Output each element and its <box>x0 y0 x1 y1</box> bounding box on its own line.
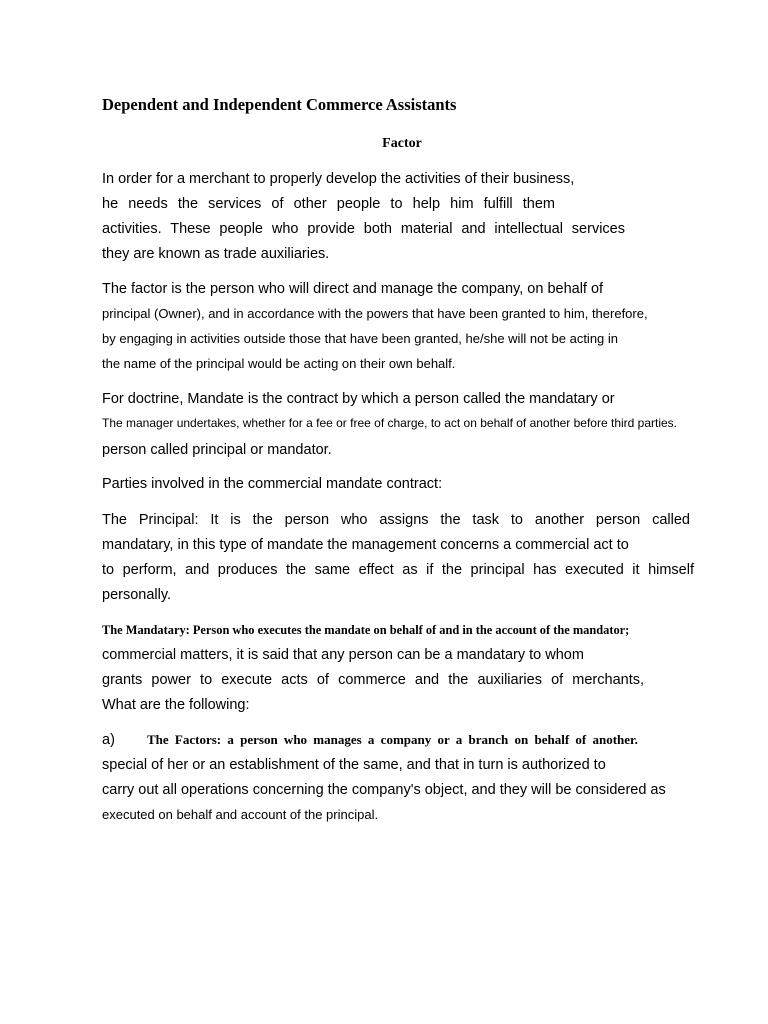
doctrine-paragraph-line: person called principal or mandator. <box>102 442 332 458</box>
principal-paragraph-line: personally. <box>102 587 172 603</box>
mandatary-paragraph-line: What are the following: <box>102 697 250 713</box>
factor-paragraph-line: the name of the principal would be acting on their own behalf. <box>102 356 456 371</box>
principal-paragraph-line: The Principal: It is the person who assigns the task to another person called <box>102 512 690 528</box>
list-marker: a) <box>102 732 115 748</box>
list-item-heading: The Factors: a person who manages a company or a branch on behalf of another. <box>147 732 638 747</box>
mandatary-heading: The Mandatary: Person who executes the mandate on behalf of and in the account of the mandator; <box>102 623 630 637</box>
document-subtitle: Factor <box>382 136 422 151</box>
intro-line: they are known as trade auxiliaries. <box>102 246 330 262</box>
intro-line: activities. These people who provide both material and intellectual services <box>102 221 625 237</box>
principal-paragraph-line: to perform, and produces the same effect as if the principal has executed it himself <box>102 562 694 578</box>
intro-line: he needs the services of other people to help him fulfill them <box>102 196 555 212</box>
doctrine-paragraph-line: The manager undertakes, whether for a fee or free of charge, to act on behalf of another before third parties. <box>102 416 678 430</box>
mandatary-paragraph-line: commercial matters, it is said that any person can be a mandatary to whom <box>102 647 584 663</box>
parties-heading: Parties involved in the commercial mandate contract: <box>102 476 443 492</box>
list-item-line: carry out all operations concerning the company's object, and they will be considered as <box>102 782 666 798</box>
list-item-a <box>102 731 638 749</box>
principal-paragraph-line: mandatary, in this type of mandate the management concerns a commercial act to <box>102 537 629 553</box>
factor-paragraph-line: by engaging in activities outside those that have been granted, he/she will not be acting in <box>102 331 619 346</box>
list-item-line: special of her or an establishment of the same, and that in turn is authorized to <box>102 757 606 773</box>
list-item-line: executed on behalf and account of the principal. <box>102 807 379 822</box>
mandatary-paragraph-line: grants power to execute acts of commerce and the auxiliaries of merchants, <box>102 672 644 688</box>
factor-paragraph-line: principal (Owner), and in accordance with the powers that have been granted to him, therefore, <box>102 306 648 321</box>
factor-paragraph-line: The factor is the person who will direct and manage the company, on behalf of <box>102 281 604 297</box>
document-title: Dependent and Independent Commerce Assistants <box>102 95 457 114</box>
intro-line: In order for a merchant to properly develop the activities of their business, <box>102 171 575 187</box>
doctrine-paragraph-line: For doctrine, Mandate is the contract by which a person called the mandatary or <box>102 391 615 407</box>
